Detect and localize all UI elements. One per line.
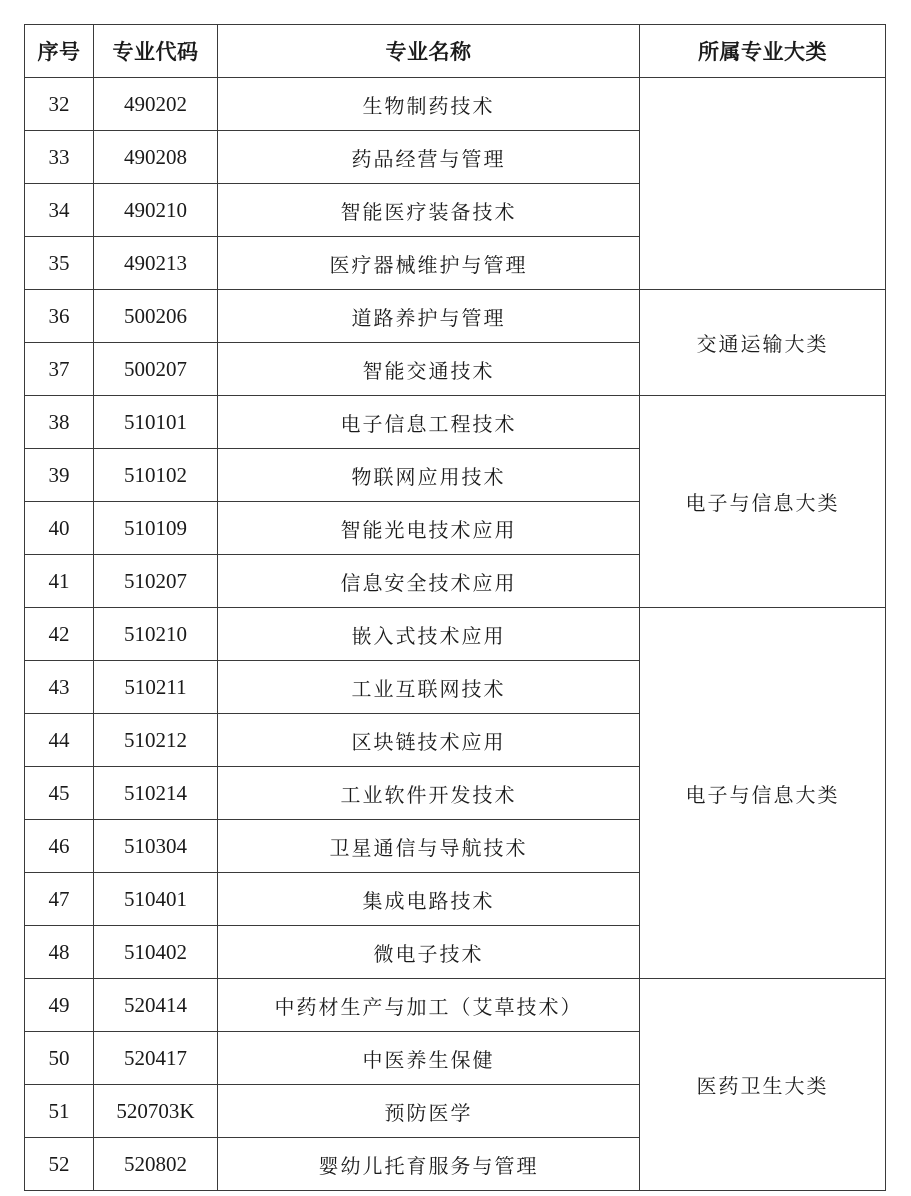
cell-seq: 34 <box>25 184 94 237</box>
table-row <box>25 979 886 1032</box>
table-row <box>25 396 886 449</box>
cell-seq: 35 <box>25 237 94 290</box>
cell-seq: 50 <box>25 1032 94 1085</box>
cell-major-name: 生物制药技术 <box>218 78 640 131</box>
cell-major-name: 微电子技术 <box>218 926 640 979</box>
cell-seq: 38 <box>25 396 94 449</box>
header-seq: 序号 <box>25 25 94 78</box>
cell-code: 490202 <box>94 78 218 131</box>
cell-code: 490208 <box>94 131 218 184</box>
cell-seq: 42 <box>25 608 94 661</box>
cell-category: 电子与信息大类 <box>640 396 886 608</box>
cell-major-name: 卫星通信与导航技术 <box>218 820 640 873</box>
cell-major-name: 医疗器械维护与管理 <box>218 237 640 290</box>
cell-seq: 32 <box>25 78 94 131</box>
cell-seq: 47 <box>25 873 94 926</box>
cell-code: 520703K <box>94 1085 218 1138</box>
cell-major-name: 中医养生保健 <box>218 1032 640 1085</box>
cell-code: 520414 <box>94 979 218 1032</box>
cell-major-name: 药品经营与管理 <box>218 131 640 184</box>
cell-major-name: 工业软件开发技术 <box>218 767 640 820</box>
cell-seq: 37 <box>25 343 94 396</box>
cell-code: 510207 <box>94 555 218 608</box>
majors-table <box>24 24 886 1191</box>
cell-major-name: 智能交通技术 <box>218 343 640 396</box>
cell-code: 510102 <box>94 449 218 502</box>
cell-seq: 46 <box>25 820 94 873</box>
header-category: 所属专业大类 <box>640 25 886 78</box>
cell-seq: 45 <box>25 767 94 820</box>
cell-code: 490210 <box>94 184 218 237</box>
cell-major-name: 信息安全技术应用 <box>218 555 640 608</box>
cell-code: 510401 <box>94 873 218 926</box>
cell-major-name: 婴幼儿托育服务与管理 <box>218 1138 640 1191</box>
table-row <box>25 78 886 131</box>
header-code: 专业代码 <box>94 25 218 78</box>
cell-code: 510304 <box>94 820 218 873</box>
cell-seq: 43 <box>25 661 94 714</box>
cell-code: 510109 <box>94 502 218 555</box>
cell-seq: 52 <box>25 1138 94 1191</box>
cell-major-name: 物联网应用技术 <box>218 449 640 502</box>
cell-category: 医药卫生大类 <box>640 979 886 1191</box>
table-body <box>25 78 886 1191</box>
cell-major-name: 智能医疗装备技术 <box>218 184 640 237</box>
cell-major-name: 智能光电技术应用 <box>218 502 640 555</box>
cell-seq: 36 <box>25 290 94 343</box>
cell-code: 510402 <box>94 926 218 979</box>
cell-code: 520802 <box>94 1138 218 1191</box>
cell-code: 500207 <box>94 343 218 396</box>
cell-seq: 39 <box>25 449 94 502</box>
cell-seq: 33 <box>25 131 94 184</box>
cell-code: 510211 <box>94 661 218 714</box>
cell-major-name: 电子信息工程技术 <box>218 396 640 449</box>
cell-code: 510210 <box>94 608 218 661</box>
cell-major-name: 中药材生产与加工（艾草技术） <box>218 979 640 1032</box>
cell-code: 510214 <box>94 767 218 820</box>
cell-seq: 40 <box>25 502 94 555</box>
cell-category <box>640 78 886 290</box>
cell-major-name: 道路养护与管理 <box>218 290 640 343</box>
cell-category: 交通运输大类 <box>640 290 886 396</box>
cell-code: 510101 <box>94 396 218 449</box>
table-row <box>25 608 886 661</box>
cell-major-name: 嵌入式技术应用 <box>218 608 640 661</box>
header-name: 专业名称 <box>218 25 640 78</box>
cell-seq: 49 <box>25 979 94 1032</box>
cell-major-name: 集成电路技术 <box>218 873 640 926</box>
cell-seq: 41 <box>25 555 94 608</box>
cell-code: 490213 <box>94 237 218 290</box>
cell-major-name: 预防医学 <box>218 1085 640 1138</box>
cell-major-name: 工业互联网技术 <box>218 661 640 714</box>
cell-seq: 48 <box>25 926 94 979</box>
cell-major-name: 区块链技术应用 <box>218 714 640 767</box>
cell-seq: 44 <box>25 714 94 767</box>
table-row <box>25 290 886 343</box>
cell-seq: 51 <box>25 1085 94 1138</box>
cell-code: 520417 <box>94 1032 218 1085</box>
cell-code: 500206 <box>94 290 218 343</box>
cell-code: 510212 <box>94 714 218 767</box>
header-row <box>25 25 886 78</box>
cell-category: 电子与信息大类 <box>640 608 886 979</box>
